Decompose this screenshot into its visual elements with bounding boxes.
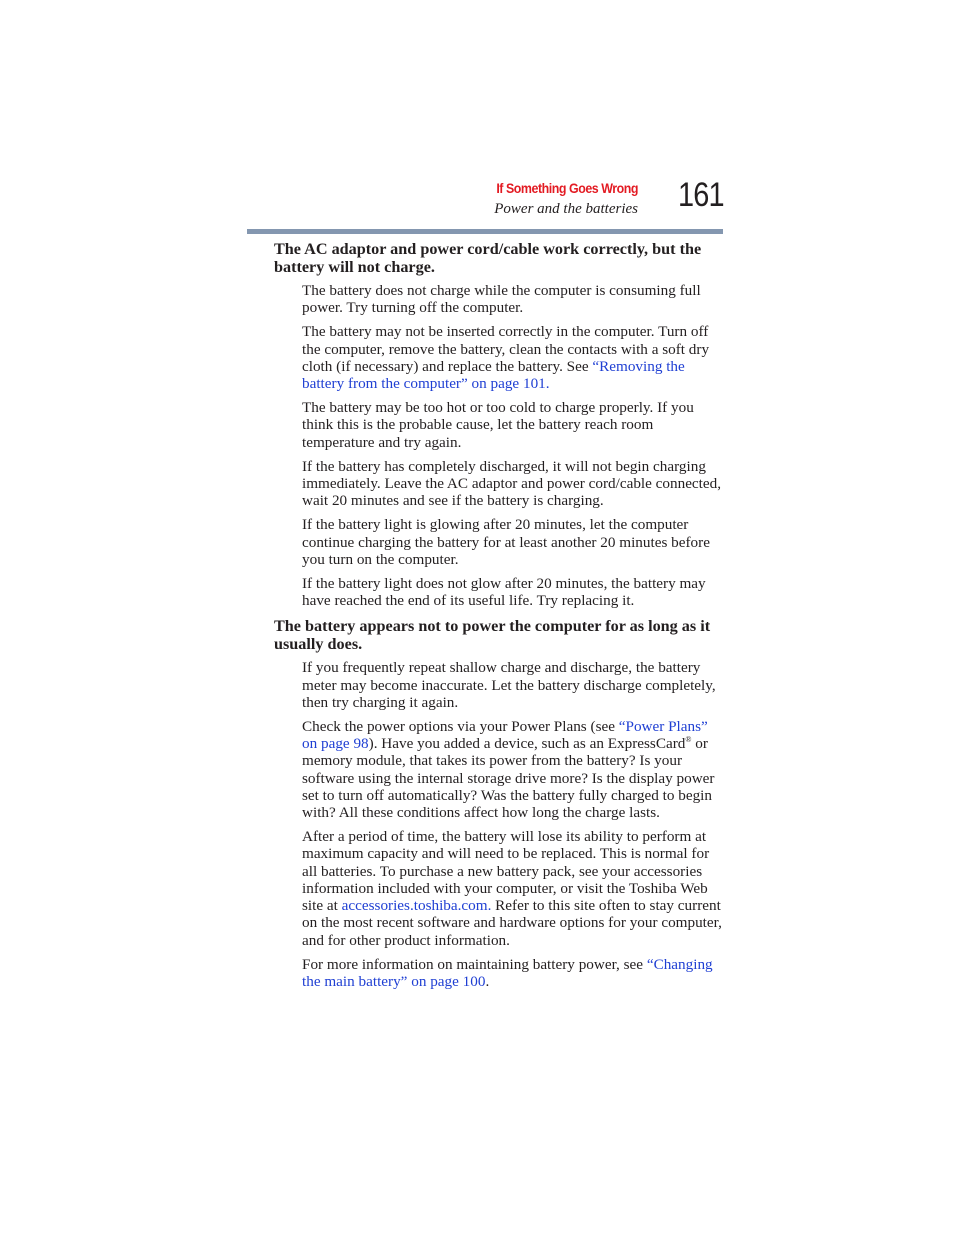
section-heading-not-charging: The AC adaptor and power cord/cable work correctly, but the battery will not charge. (274, 240, 702, 276)
paragraph: If the battery has completely discharged, it will not begin charging immediately. Leave the AC adaptor and power cord/cable connected, wait 20 minutes and see if the battery is charging. (302, 457, 722, 510)
paragraph (302, 828, 723, 948)
section-title: Power and the batteries (494, 201, 638, 217)
changing-battery-link[interactable]: “Changing the main battery” on page 100 (302, 955, 713, 990)
paragraph-text: ). Have you added a device, such as an ExpressCard (368, 735, 686, 753)
paragraph: The battery may be too hot or too cold to charge properly. If you think this is the probable cause, let the battery reach room temperature and try again. (302, 399, 694, 451)
paragraph (302, 323, 723, 392)
removing-battery-link[interactable]: “Removing the battery from the computer” on page 101. (302, 357, 685, 393)
paragraph (302, 718, 723, 821)
paragraph: The battery does not charge while the computer is consuming full power. Try turning off the computer. (302, 282, 701, 317)
paragraph: If the battery light does not glow after 20 minutes, the battery may have reached the end of its useful life. Try replacing it. (302, 575, 706, 610)
section-heading-short-power: The battery appears not to power the computer for as long as it usually does. (274, 617, 711, 654)
paragraph-text: The battery may not be inserted correctly in the computer. Turn off the computer, remove the battery, clean the contacts with a soft dry cloth (if necessary) and replace the battery. See (302, 323, 710, 375)
paragraph-text: Refer to this site often to stay current on the most recent software and hardware options for your computer, and for other product information. (302, 897, 722, 949)
paragraph: If you frequently repeat shallow charge and discharge, the battery meter may become inaccurate. Let the battery discharge completely, then try charging it again. (302, 659, 716, 711)
registered-mark: ® (685, 735, 692, 745)
paragraph-text: For more information on maintaining battery power, see (302, 955, 647, 973)
chapter-title: If Something Goes Wrong (496, 181, 638, 196)
page-number: 161 (678, 176, 724, 214)
paragraph-text: . (485, 972, 490, 990)
accessories-site-link[interactable]: accessories.toshiba.com. (341, 897, 492, 915)
paragraph (302, 956, 723, 990)
paragraph-text: Check the power options via your Power Plans (see (302, 718, 619, 736)
power-plans-link[interactable]: “Power Plans” on page 98 (302, 718, 708, 753)
page-content (274, 240, 723, 997)
header-rule (247, 229, 723, 234)
paragraph-text: After a period of time, the battery will lose its ability to perform at maximum capacity and will need to be replaced. This is normal for all batteries. To purchase a new battery pack, see your accessories information included with your computer, or visit the Toshiba Web site at (302, 828, 710, 915)
paragraph: If the battery light is glowing after 20 minutes, let the computer continue charging the battery for at least another 20 minutes before you turn on the computer. (302, 516, 710, 568)
paragraph-text: or memory module, that takes its power from the battery? Is your software using the internal storage drive more? Is the display power set to turn off automatically? Was the battery fully charged to begin with? All these conditions affect how long the charge lasts. (302, 735, 715, 822)
